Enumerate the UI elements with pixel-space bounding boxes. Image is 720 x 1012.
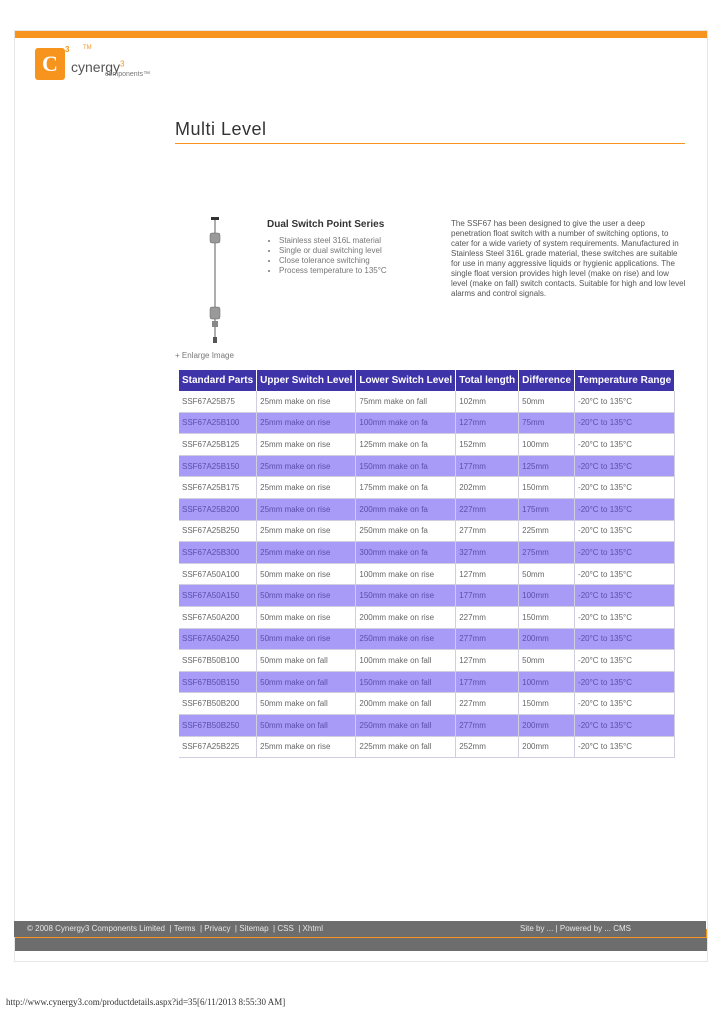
- feature-item: • Single or dual switching level: [279, 246, 437, 256]
- table-cell: 25mm make on rise: [257, 412, 356, 434]
- footer-link-xhtml[interactable]: Xhtml: [302, 924, 323, 933]
- table-cell: 227mm: [456, 498, 519, 520]
- table-cell: 50mm make on rise: [257, 628, 356, 650]
- table-cell: 227mm: [456, 693, 519, 715]
- table-cell: 225mm: [519, 520, 575, 542]
- table-row: [179, 520, 675, 542]
- table-cell: 175mm make on fa: [356, 477, 456, 499]
- table-cell: SSF67B50B250: [179, 714, 257, 736]
- table-row: [179, 542, 675, 564]
- column-header: Temperature Range: [575, 370, 675, 391]
- table-cell: 200mm: [519, 736, 575, 758]
- table-cell: -20°C to 135°C: [575, 585, 675, 607]
- table-cell: SSF67A50A200: [179, 606, 257, 628]
- table-cell: 75mm make on fall: [356, 391, 456, 412]
- table-cell: 25mm make on rise: [257, 477, 356, 499]
- cynergy3-logo[interactable]: [35, 45, 205, 85]
- table-cell: -20°C to 135°C: [575, 714, 675, 736]
- table-cell: -20°C to 135°C: [575, 563, 675, 585]
- table-row: [179, 606, 675, 628]
- table-cell: -20°C to 135°C: [575, 498, 675, 520]
- wordmark-text: cynergy: [71, 59, 121, 75]
- table-cell: 125mm: [519, 455, 575, 477]
- table-cell: SSF67B50B100: [179, 650, 257, 672]
- table-cell: 200mm: [519, 628, 575, 650]
- table-cell: SSF67A25B250: [179, 520, 257, 542]
- table-cell: 300mm make on fa: [356, 542, 456, 564]
- feature-item: • Process temperature to 135°C: [279, 266, 437, 276]
- table-cell: -20°C to 135°C: [575, 542, 675, 564]
- table-cell: 250mm make on rise: [356, 628, 456, 650]
- table-cell: 277mm: [456, 520, 519, 542]
- table-cell: -20°C to 135°C: [575, 628, 675, 650]
- table-row: [179, 434, 675, 456]
- table-row: [179, 455, 675, 477]
- table-cell: 25mm make on rise: [257, 391, 356, 412]
- standard-parts-table: [179, 370, 675, 758]
- table-cell: 125mm make on fa: [356, 434, 456, 456]
- table-cell: 102mm: [456, 391, 519, 412]
- table-cell: 277mm: [456, 628, 519, 650]
- table-cell: 200mm make on fa: [356, 498, 456, 520]
- table-cell: SSF67A50A250: [179, 628, 257, 650]
- table-cell: 100mm make on rise: [356, 563, 456, 585]
- enlarge-image-link[interactable]: + Enlarge Image: [175, 351, 234, 360]
- table-cell: 177mm: [456, 585, 519, 607]
- footer-link-terms[interactable]: Terms: [173, 924, 196, 933]
- table-row: [179, 563, 675, 585]
- page: [14, 30, 708, 962]
- table-cell: 50mm make on rise: [257, 563, 356, 585]
- table-cell: 150mm: [519, 477, 575, 499]
- footer-credit: Site by ... | Powered by ... CMS: [520, 924, 632, 933]
- table-cell: SSF67A25B75: [179, 391, 257, 412]
- feature-list: [267, 236, 437, 276]
- table-cell: 150mm: [519, 606, 575, 628]
- table-body: [179, 391, 675, 758]
- table-cell: 50mm make on fall: [257, 714, 356, 736]
- table-row: [179, 693, 675, 715]
- table-row: [179, 628, 675, 650]
- table-row: [179, 498, 675, 520]
- footer-left: © 2008 Cynergy3 Components Limited | Terms | Privacy | Sitemap | CSS | Xhtml: [27, 924, 323, 933]
- table-cell: 152mm: [456, 434, 519, 456]
- table-cell: 250mm make on fa: [356, 520, 456, 542]
- table-cell: -20°C to 135°C: [575, 455, 675, 477]
- page-title: Multi Level: [175, 119, 267, 139]
- table-cell: -20°C to 135°C: [575, 520, 675, 542]
- table-cell: -20°C to 135°C: [575, 412, 675, 434]
- table-cell: 175mm: [519, 498, 575, 520]
- table-cell: SSF67A25B150: [179, 455, 257, 477]
- table-header-row: [179, 370, 675, 391]
- logo-mark-superscript: 3: [65, 45, 70, 54]
- table-cell: 100mm: [519, 434, 575, 456]
- table-row: [179, 585, 675, 607]
- table-cell: 177mm: [456, 455, 519, 477]
- footer: [14, 921, 706, 937]
- table-cell: 227mm: [456, 606, 519, 628]
- table-cell: SSF67A25B125: [179, 434, 257, 456]
- table-cell: 200mm: [519, 714, 575, 736]
- top-accent-bar: [15, 31, 707, 38]
- table-cell: 250mm make on fall: [356, 714, 456, 736]
- table-cell: SSF67B50B200: [179, 693, 257, 715]
- table-cell: 75mm: [519, 412, 575, 434]
- table-cell: 25mm make on rise: [257, 498, 356, 520]
- table-cell: 150mm make on fall: [356, 671, 456, 693]
- table-row: [179, 650, 675, 672]
- table-cell: 50mm: [519, 563, 575, 585]
- column-header: Standard Parts: [179, 370, 257, 391]
- table-cell: 150mm make on rise: [356, 585, 456, 607]
- table-cell: 25mm make on rise: [257, 542, 356, 564]
- table-cell: 127mm: [456, 563, 519, 585]
- table-cell: 50mm make on fall: [257, 671, 356, 693]
- table-cell: 100mm: [519, 585, 575, 607]
- copyright: © 2008 Cynergy3 Components Limited: [27, 924, 165, 933]
- table-cell: 50mm make on fall: [257, 650, 356, 672]
- table-cell: 50mm: [519, 391, 575, 412]
- table-cell: 25mm make on rise: [257, 434, 356, 456]
- browser-url: http://www.cynergy3.com/productdetails.aspx?id=35[6/11/2013 8:55:30 AM]: [6, 997, 286, 1007]
- title-divider: [175, 143, 685, 144]
- footer-link-css[interactable]: CSS: [277, 924, 294, 933]
- table-cell: 25mm make on rise: [257, 455, 356, 477]
- table-cell: -20°C to 135°C: [575, 391, 675, 412]
- table-cell: 50mm make on rise: [257, 585, 356, 607]
- table-cell: 275mm: [519, 542, 575, 564]
- table-cell: SSF67A25B200: [179, 498, 257, 520]
- column-header: Lower Switch Level: [356, 370, 456, 391]
- table-row: [179, 412, 675, 434]
- footer-strip: [15, 938, 707, 951]
- table-cell: 127mm: [456, 412, 519, 434]
- table-cell: 50mm: [519, 650, 575, 672]
- table-cell: SSF67A50A150: [179, 585, 257, 607]
- table-cell: -20°C to 135°C: [575, 736, 675, 758]
- table-cell: -20°C to 135°C: [575, 434, 675, 456]
- table-cell: 200mm make on fall: [356, 693, 456, 715]
- column-header: Difference: [519, 370, 575, 391]
- table-cell: 50mm make on rise: [257, 606, 356, 628]
- table-cell: 200mm make on rise: [356, 606, 456, 628]
- logo-mark: C: [35, 48, 65, 80]
- table-row: [179, 736, 675, 758]
- product-image[interactable]: [207, 217, 223, 343]
- table-cell: -20°C to 135°C: [575, 477, 675, 499]
- table-cell: 25mm make on rise: [257, 736, 356, 758]
- column-header: Total length: [456, 370, 519, 391]
- table-cell: 100mm: [519, 671, 575, 693]
- table-cell: 100mm make on fa: [356, 412, 456, 434]
- table-cell: 277mm: [456, 714, 519, 736]
- table-cell: SSF67A25B100: [179, 412, 257, 434]
- logo-subtitle: components™: [105, 71, 151, 78]
- table-cell: 50mm make on fall: [257, 693, 356, 715]
- table-cell: 327mm: [456, 542, 519, 564]
- table-row: [179, 391, 675, 412]
- wordmark-superscript: 3: [120, 59, 125, 69]
- column-header: Upper Switch Level: [257, 370, 356, 391]
- table-cell: -20°C to 135°C: [575, 693, 675, 715]
- table-cell: SSF67A25B175: [179, 477, 257, 499]
- table-cell: 127mm: [456, 650, 519, 672]
- table-cell: 252mm: [456, 736, 519, 758]
- table-cell: SSF67A50A100: [179, 563, 257, 585]
- footer-link-sitemap[interactable]: Sitemap: [239, 924, 269, 933]
- logo-trademark: TM: [83, 45, 92, 51]
- table-row: [179, 714, 675, 736]
- table-cell: -20°C to 135°C: [575, 606, 675, 628]
- table-cell: 100mm make on fall: [356, 650, 456, 672]
- series-info: [267, 219, 437, 276]
- series-title: Dual Switch Point Series: [267, 219, 385, 230]
- feature-item: • Stainless steel 316L material: [279, 236, 437, 246]
- table-row: [179, 477, 675, 499]
- table-cell: -20°C to 135°C: [575, 650, 675, 672]
- table-cell: 177mm: [456, 671, 519, 693]
- product-description: The SSF67 has been designed to give the user a deep penetration float switch with a number of switching options, to cater for a wide variety of system requirements. Manufactured in Stainless Steel 316L grade material, these switches are suitable for use in many aggressive liquids or hygienic applications. The single float version provides high level (make on rise) and low level (make on fall) switch contacts. Suitable for high and low level alarms and control signals.: [451, 219, 686, 298]
- table-cell: 202mm: [456, 477, 519, 499]
- table-cell: SSF67B50B150: [179, 671, 257, 693]
- footer-link-privacy[interactable]: Privacy: [204, 924, 231, 933]
- table-cell: SSF67A25B225: [179, 736, 257, 758]
- feature-item: • Close tolerance switching: [279, 256, 437, 266]
- table-cell: 150mm make on fa: [356, 455, 456, 477]
- table-cell: 150mm: [519, 693, 575, 715]
- table-cell: 25mm make on rise: [257, 520, 356, 542]
- table-cell: -20°C to 135°C: [575, 671, 675, 693]
- table-row: [179, 671, 675, 693]
- table-cell: 225mm make on fall: [356, 736, 456, 758]
- table-cell: SSF67A25B300: [179, 542, 257, 564]
